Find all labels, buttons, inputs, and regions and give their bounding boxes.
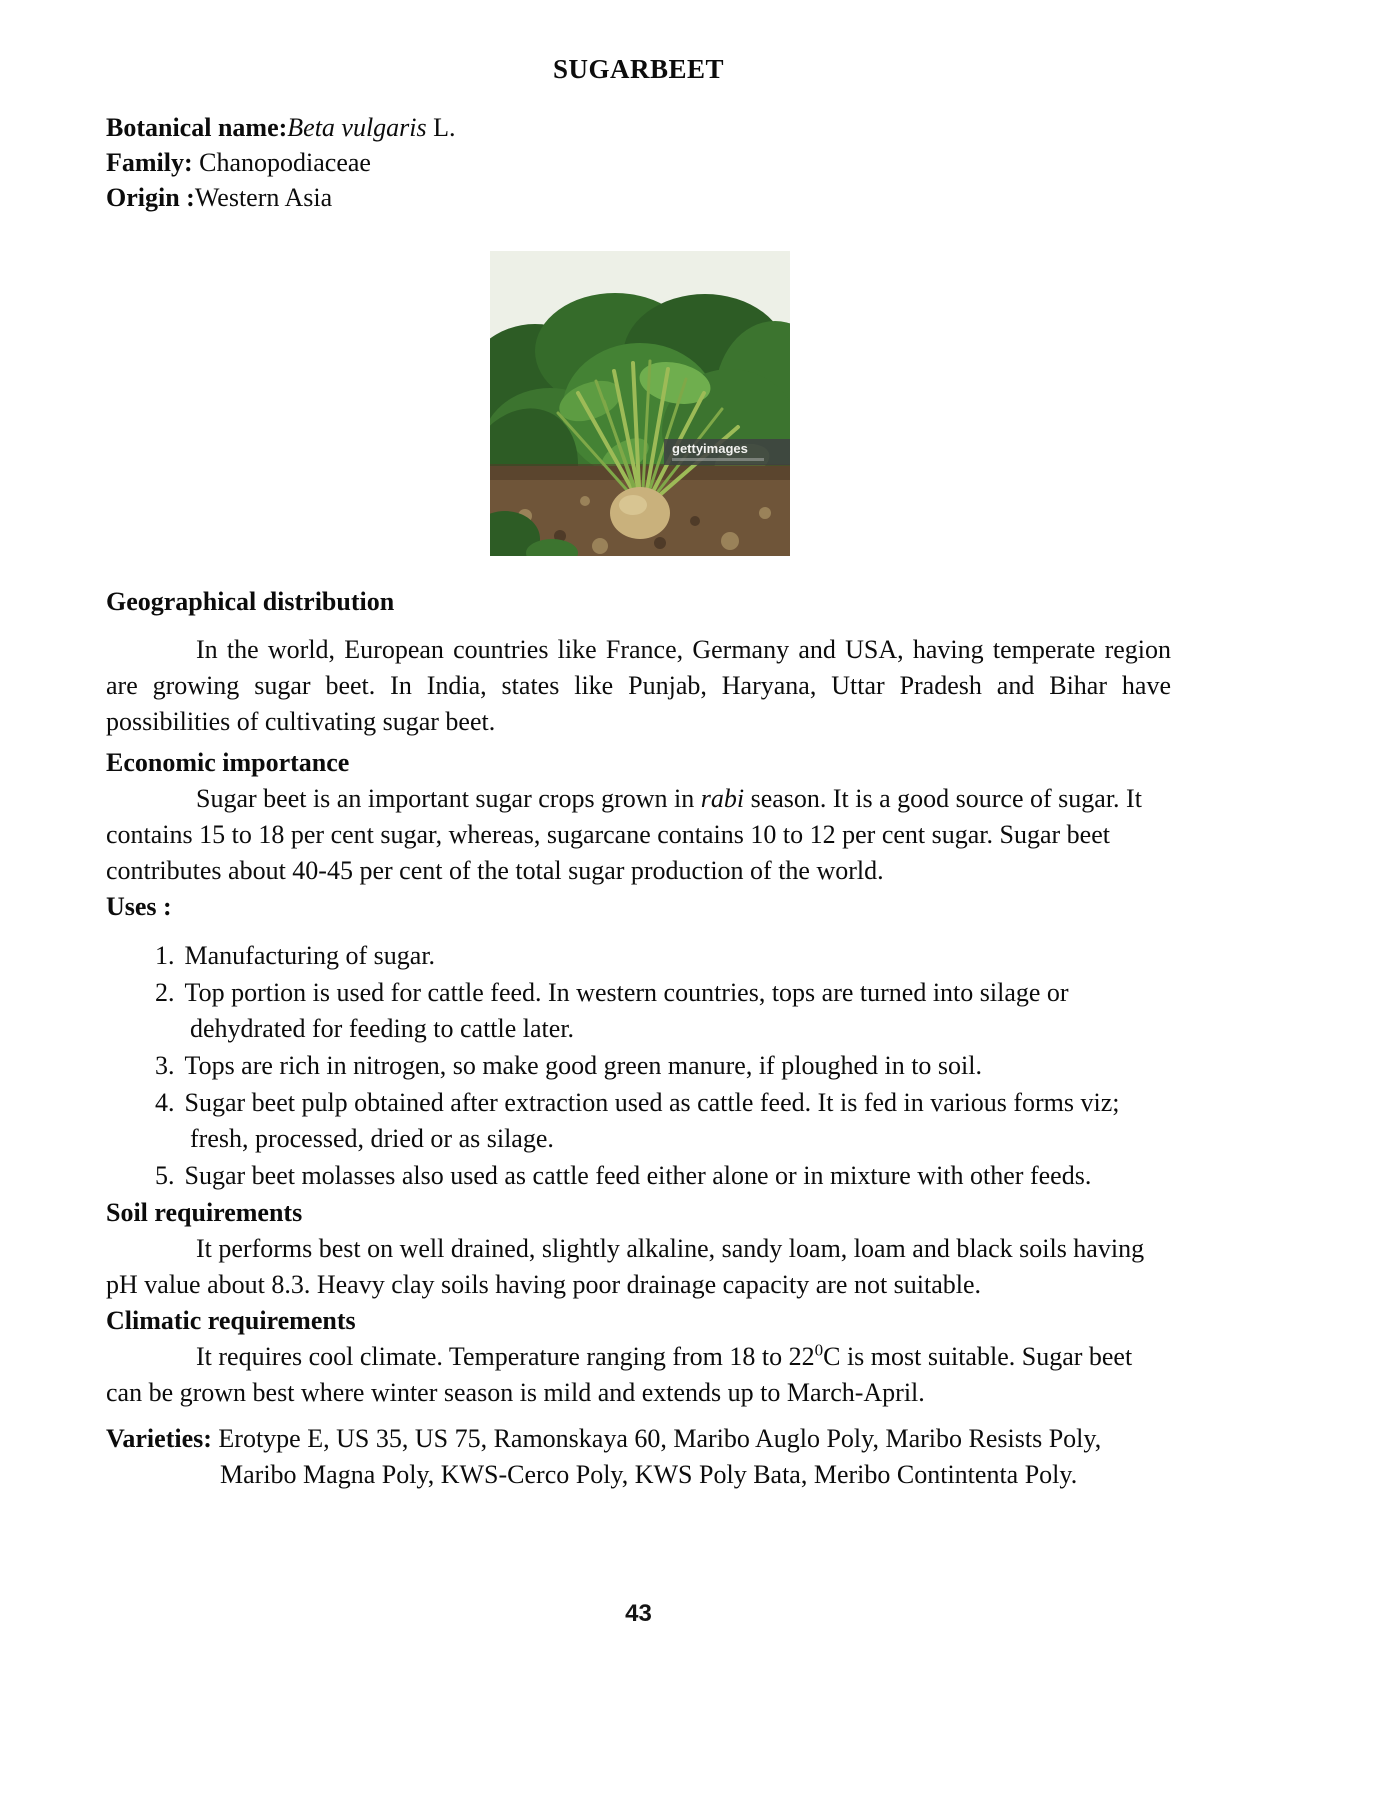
list-item-text: Tops are rich in nitrogen, so make good green manure, if ploughed in to soil.: [184, 1051, 982, 1080]
getty-watermark: [664, 439, 790, 465]
origin-line: [106, 180, 1171, 215]
family-label: Family:: [106, 148, 193, 177]
economic-paragraph: [106, 781, 1171, 889]
list-item: [155, 938, 1171, 974]
family-value: Chanopodiaceae: [192, 148, 371, 177]
watermark-text: gettyimages: [672, 441, 748, 456]
botanical-name-label: Botanical name:: [106, 113, 288, 142]
list-item-text: Sugar beet pulp obtained after extraction used as cattle feed. It is fed in various forms viz; fresh, processed, dried or as silage.: [184, 1088, 1120, 1153]
page-title: SUGARBEET: [552, 54, 725, 84]
botanical-name-suffix: L.: [426, 113, 456, 142]
origin-label: Origin :: [106, 183, 195, 212]
list-item: [155, 1048, 1171, 1084]
section-heading-geographical: Geographical distribution: [106, 587, 395, 616]
document-page: [106, 0, 1171, 1493]
list-item-text: Manufacturing of sugar.: [184, 941, 436, 970]
economic-text-end: season. It is a good source of sugar. It contains 15 to 18 per cent sugar, whereas, sugarcane contains 10 to 12 per cent sugar. Sugar beet contributes about 40-45 per cent of the total sugar production of the world.: [106, 784, 1142, 885]
section-heading-soil: Soil requirements: [106, 1198, 303, 1227]
list-item-text: Sugar beet molasses also used as cattle feed either alone or in mixture with other feeds.: [184, 1161, 1092, 1190]
list-item-number: 3.: [155, 1051, 175, 1080]
climatic-text-end: C is most suitable. Sugar beet can be grown best where winter season is mild and extends up to March-April.: [106, 1342, 1133, 1407]
botanical-name-line: [106, 110, 1171, 145]
origin-value: Western Asia: [194, 183, 333, 212]
climatic-paragraph: [106, 1339, 1171, 1411]
list-item-number: 4.: [155, 1088, 175, 1117]
page-number: 43: [625, 1600, 652, 1627]
list-item: [155, 1158, 1171, 1194]
section-heading-climatic: Climatic requirements: [106, 1306, 356, 1335]
list-item-number: 1.: [155, 941, 175, 970]
section-heading-economic: Economic importance: [106, 748, 350, 777]
crop-info-block: [106, 110, 1171, 215]
geographical-paragraph: In the world, European countries like France, Germany and USA, having temperate region are growing sugar beet. In India, states like Punjab, Haryana, Uttar Pradesh and Bihar have possibilities of cultivating sugar beet.: [106, 635, 1171, 736]
sugar-beet-photo-illustration: [490, 251, 790, 556]
soil-paragraph: It performs best on well drained, slightly alkaline, sandy loam, loam and black soils having pH value about 8.3. Heavy clay soils having poor drainage capacity are not suitable.: [106, 1234, 1145, 1299]
uses-list: [106, 938, 1171, 1194]
family-line: [106, 145, 1171, 180]
varieties-text: Erotype E, US 35, US 75, Ramonskaya 60, Maribo Auglo Poly, Maribo Resists Poly, Maribo Magna Poly, KWS-Cerco Poly, KWS Poly Bata, Meribo Contintenta Poly.: [211, 1424, 1102, 1489]
varieties-label: Varieties:: [106, 1424, 212, 1453]
varieties-paragraph: [106, 1421, 1171, 1493]
list-item: [155, 975, 1171, 1047]
superscript-zero: 0: [814, 1340, 824, 1360]
list-item-number: 5.: [155, 1161, 175, 1190]
section-heading-uses: Uses :: [106, 892, 172, 921]
list-item-text: Top portion is used for cattle feed. In western countries, tops are turned into silage or dehydrated for feeding to cattle later.: [184, 978, 1069, 1043]
beet-root: [610, 487, 670, 539]
botanical-name-value: Beta vulgaris: [287, 113, 427, 142]
list-item-number: 2.: [155, 978, 175, 1007]
economic-text-start: Sugar beet is an important sugar crops grown in: [196, 784, 701, 813]
climatic-text-start: It requires cool climate. Temperature ranging from 18 to 22: [196, 1342, 815, 1371]
list-item: [155, 1085, 1171, 1157]
rabi-italic: rabi: [700, 784, 745, 813]
sugar-beet-photo: [490, 251, 790, 556]
